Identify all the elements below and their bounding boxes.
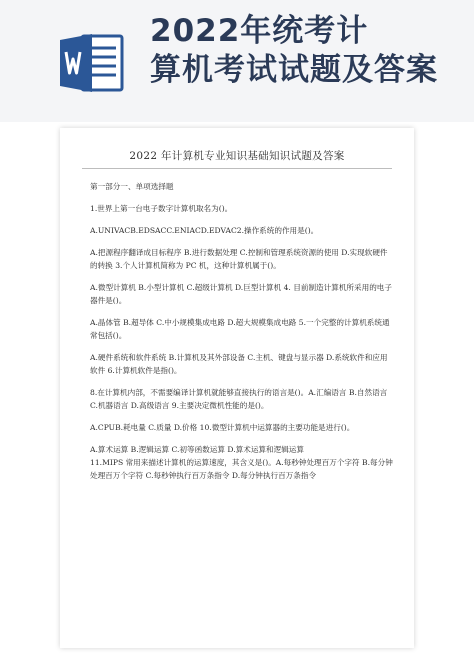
question-paragraph: A.UNIVACB.EDSACC.ENIACD.EDVAC2.操作系统的作用是()。 (90, 226, 319, 235)
page-heading: 2022 年计算机专业知识基础知识试题及答案 (129, 150, 345, 162)
document-title-line-1: 2022年统考计 (150, 13, 369, 49)
question-paragraph: A.CPUB.耗电量 C.质量 D.价格 10.微型计算机中运算器的主要功能是进行()。 (90, 423, 355, 432)
document-title (150, 12, 438, 90)
question-paragraph: 11.MIPS 常用来描述计算机的运算速度，其含义是()。A.每秒钟处理百万个字符 B.每分钟处理百万个字符 C.每秒钟执行百万条指令 D.每分钟执行百万条指令 (90, 458, 393, 480)
question-paragraph: 1.世界上第一台电子数字计算机取名为()。 (90, 204, 233, 213)
question-list (90, 180, 394, 491)
question-paragraph: 8.在计算机内部，不需要编译计算机就能够直接执行的语言是()。A.汇编语言 B.自然语言 C.机器语言 D.高级语言 9.主要决定微机性能的是()。 (90, 388, 388, 410)
question-paragraph: A.把源程序翻译成目标程序 B.进行数据处理 C.控制和管理系统资源的使用 D.实现软硬件的转换 3.个人计算机简称为 PC 机，这种计算机属于()。 (90, 248, 388, 270)
question-paragraph: A.硬件系统和软件系统 B.计算机及其外部设备 C.主机、键盘与显示器 D.系统软件和应用软件 6.计算机软件是指()。 (90, 353, 388, 375)
section-heading: 第一部分一、单项选择题 (90, 182, 174, 191)
document-page (60, 128, 414, 648)
heading-divider (82, 168, 392, 169)
question-paragraph: A.微型计算机 B.小型计算机 C.超级计算机 D.巨型计算机 4. 目前制造计算机所采用的电子器件是()。 (90, 283, 392, 305)
word-document-icon (58, 32, 126, 94)
question-paragraph: A.算术运算 B.逻辑运算 C.初等函数运算 D.算术运算和逻辑运算 (90, 445, 304, 454)
title-banner (0, 0, 474, 122)
question-paragraph: A.晶体管 B.超导体 C.中小规模集成电路 D.超大规模集成电路 5.一个完整的计算机系统通常包括()。 (90, 318, 390, 340)
document-title-line-2: 算机考试试题及答案 (150, 52, 438, 88)
